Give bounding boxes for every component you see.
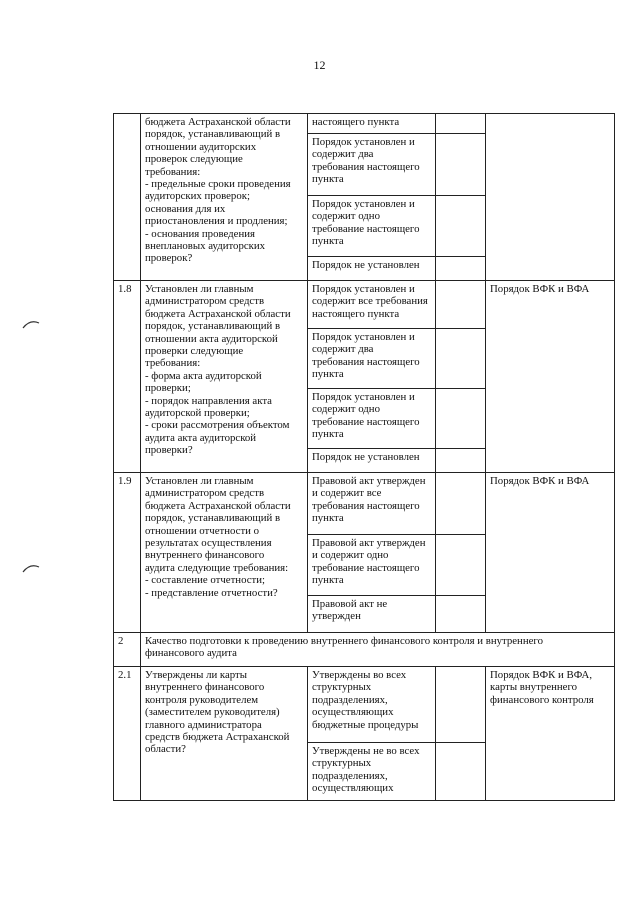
section-number: 2 (114, 633, 141, 667)
option-cell: Порядок установлен и содержит два требования настоящего пункта (308, 134, 436, 196)
document-cell: Порядок ВФК и ВФА, карты внутреннего финансового контроля (486, 667, 615, 801)
document-cell: Порядок ВФК и ВФА (486, 281, 615, 473)
option-cell: Порядок установлен и содержит все требования настоящего пункта (308, 281, 436, 329)
option-cell: Утверждены во всех структурных подразделениях, осуществляющих бюджетные процедуры (308, 667, 436, 743)
option-cell: Правовой акт утвержден и содержит одно требование настоящего пункта (308, 535, 436, 596)
score-cell (436, 535, 486, 596)
option-cell: Порядок установлен и содержит одно требование настоящего пункта (308, 196, 436, 257)
row-number: 1.8 (114, 281, 141, 473)
option-cell: Правовой акт не утвержден (308, 596, 436, 633)
table-row (114, 114, 615, 134)
score-cell (436, 196, 486, 257)
binding-mark (22, 318, 40, 330)
score-cell (436, 473, 486, 535)
assessment-table (113, 113, 615, 801)
score-cell (436, 134, 486, 196)
score-cell (436, 114, 486, 134)
score-cell (436, 667, 486, 743)
binding-mark (22, 562, 40, 574)
option-cell: Порядок установлен и содержит одно требование настоящего пункта (308, 389, 436, 449)
option-cell: Порядок установлен и содержит два требования настоящего пункта (308, 329, 436, 389)
table-row (114, 473, 615, 535)
question-cell: Утверждены ли карты внутреннего финансового контроля руководителем (заместителем руководителя) главного администратора средств бюджета Астраханской области? (141, 667, 308, 801)
score-cell (436, 743, 486, 801)
score-cell (436, 329, 486, 389)
option-cell: настоящего пункта (308, 114, 436, 134)
score-cell (436, 449, 486, 473)
score-cell (436, 281, 486, 329)
table-row (114, 667, 615, 743)
row-number: 1.9 (114, 473, 141, 633)
document-cell: Порядок ВФК и ВФА (486, 473, 615, 633)
option-cell: Правовой акт утвержден и содержит все требования настоящего пункта (308, 473, 436, 535)
question-cell: Установлен ли главным администратором средств бюджета Астраханской области порядок, устанавливающий в отношении отчетности о результатах осуществления внутреннего финансового аудита следующие требования: - составление отчетности; - представление отчетности? (141, 473, 308, 633)
option-cell: Порядок не установлен (308, 257, 436, 281)
score-cell (436, 257, 486, 281)
row-number: 2.1 (114, 667, 141, 801)
document-cell (486, 114, 615, 281)
table-row (114, 281, 615, 329)
score-cell (436, 596, 486, 633)
score-cell (436, 389, 486, 449)
option-cell: Утверждены не во всех структурных подразделениях, осуществляющих (308, 743, 436, 801)
question-cell: бюджета Астраханской области порядок, устанавливающий в отношении аудиторских проверок следующие требования: - предельные сроки проведения аудиторских проверок; основания для их приостановления и продления; - основания проведения внеплановых аудиторских проверок? (141, 114, 308, 281)
page-number: 12 (313, 58, 326, 72)
section-title: Качество подготовки к проведению внутреннего финансового контроля и внутреннего финансового аудита (141, 633, 615, 667)
section-row (114, 633, 615, 667)
option-cell: Порядок не установлен (308, 449, 436, 473)
question-cell: Установлен ли главным администратором средств бюджета Астраханской области порядок, устанавливающий в отношении акта аудиторской проверки следующие требования: - форма акта аудиторской проверки; - порядок направления акта аудиторской проверки; - сроки рассмотрения объектом аудита акта аудиторской проверки? (141, 281, 308, 473)
row-number (114, 114, 141, 281)
